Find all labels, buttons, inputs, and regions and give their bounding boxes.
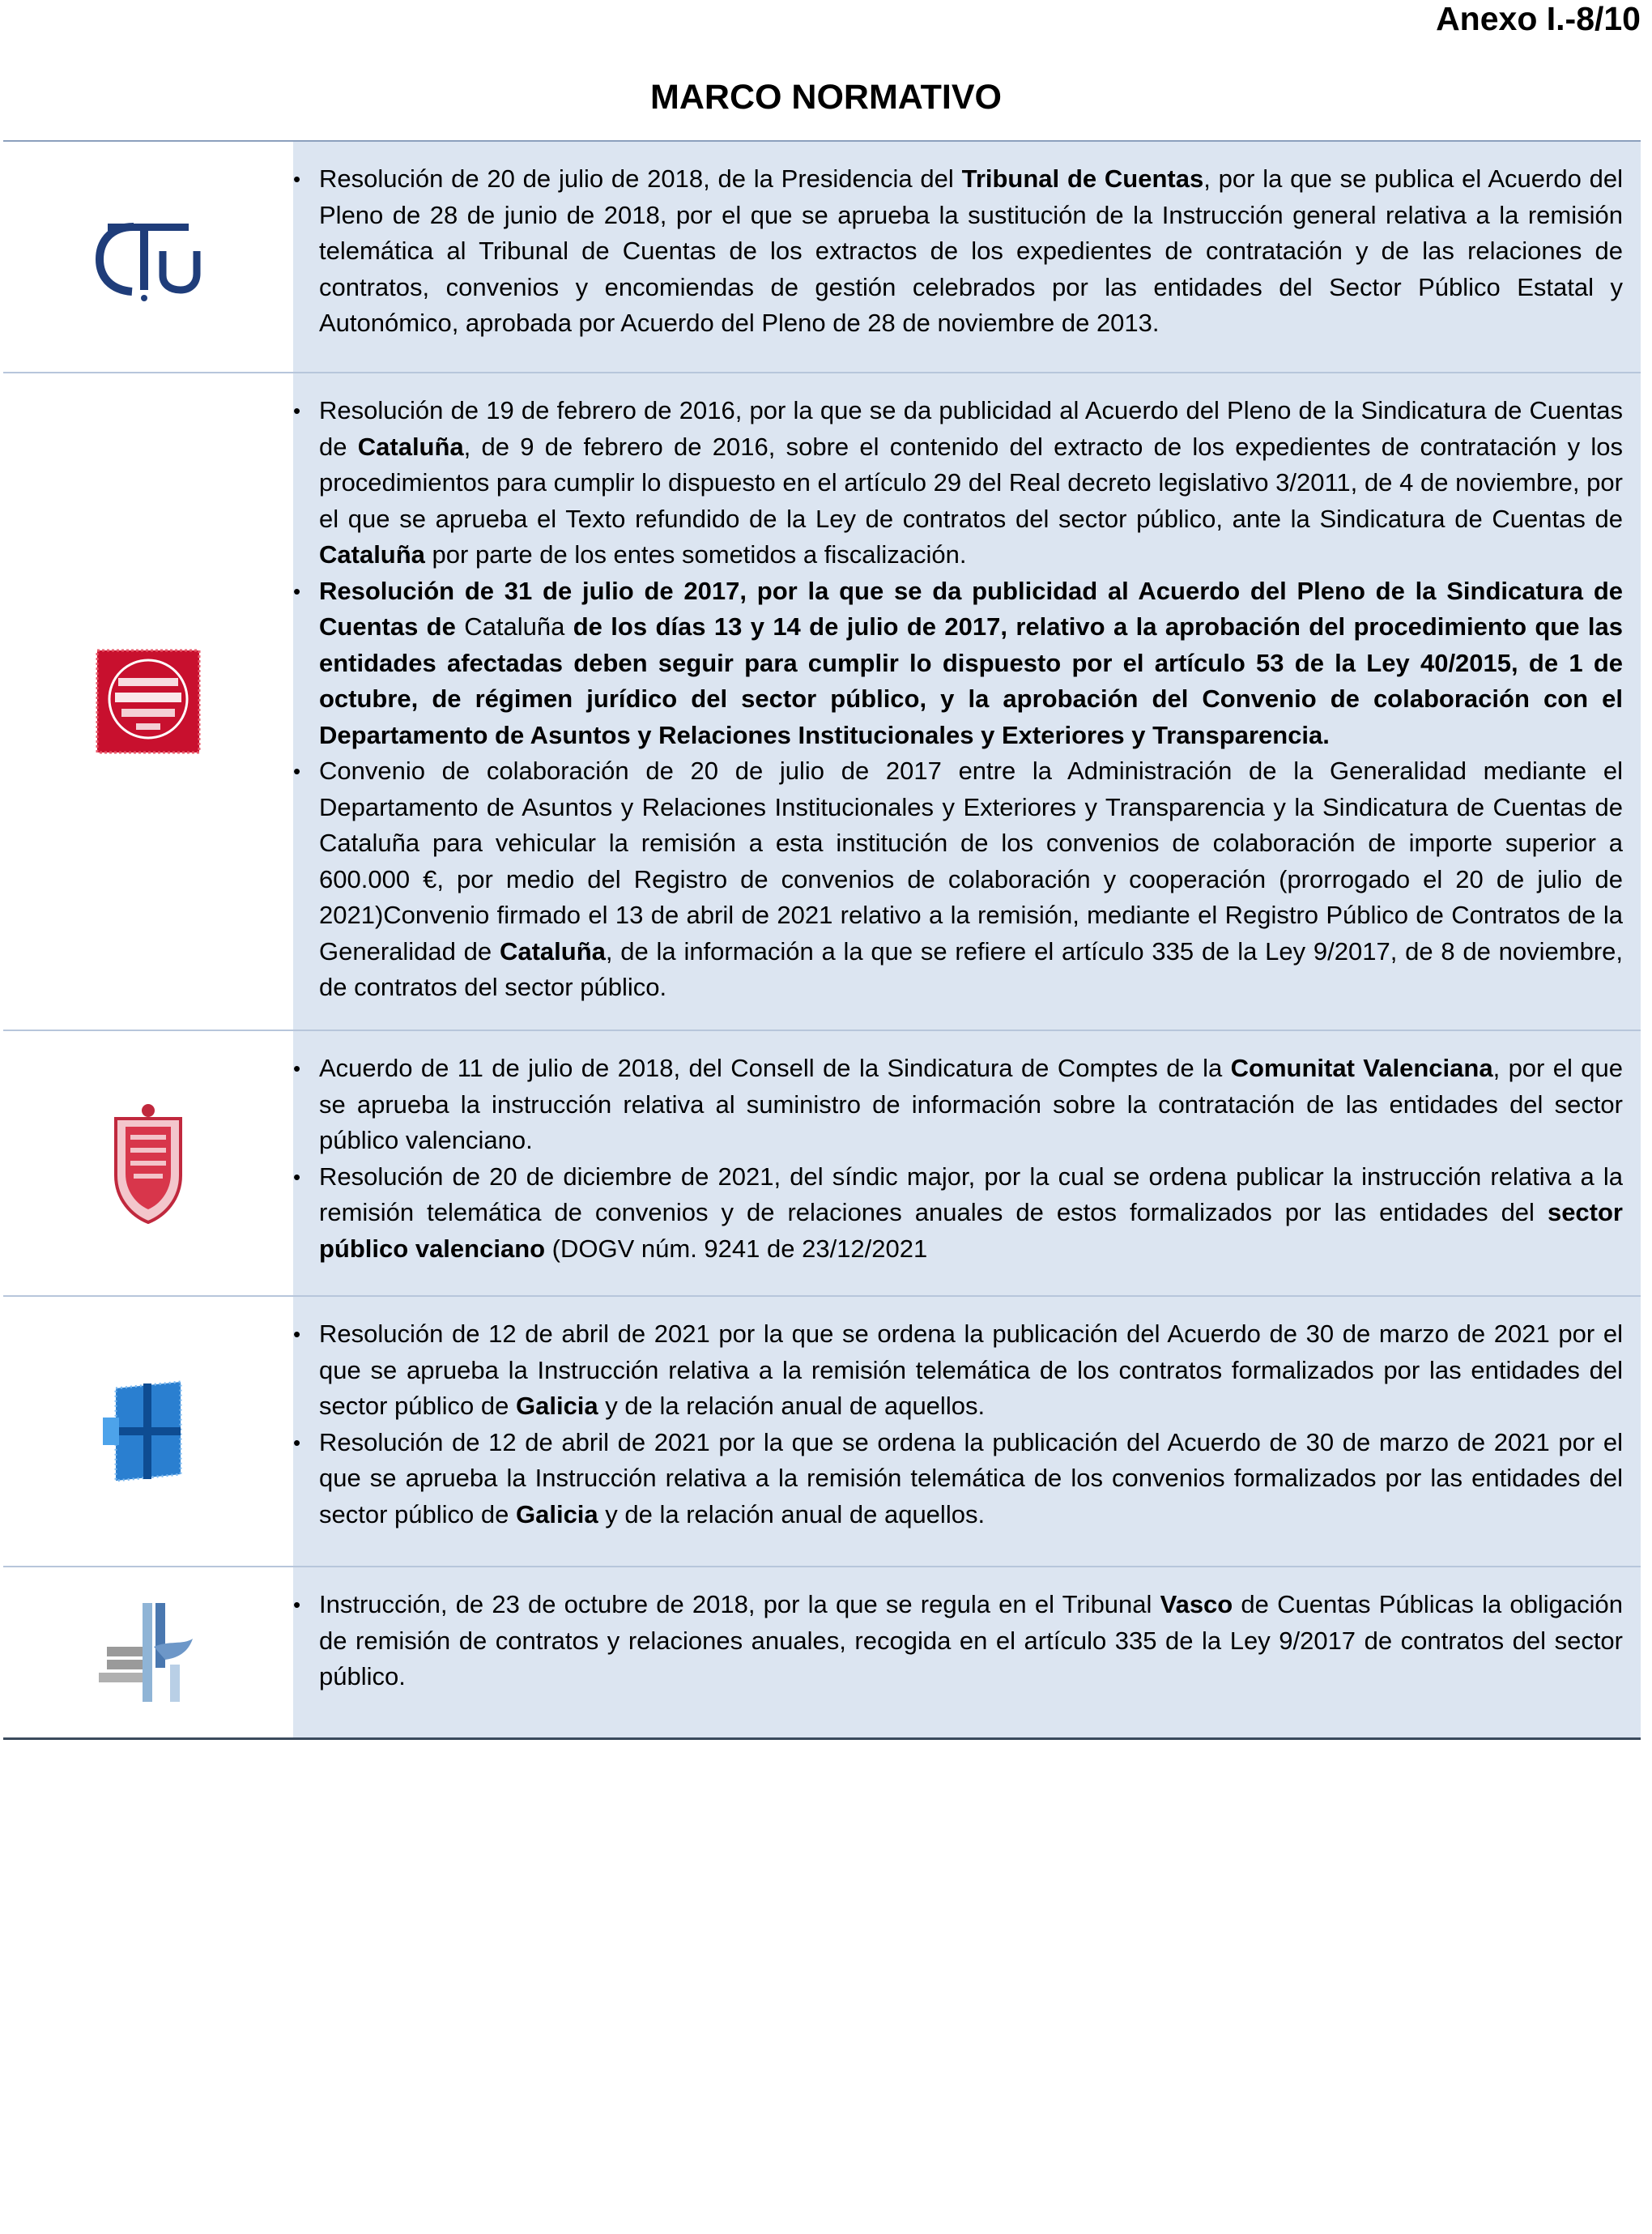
list-item: • Resolución de 12 de abril de 2021 por la que se ordena la publicación del Acuerdo de 30 de marzo de 2021 por el que se aprueba la Instrucción relativa a la remisión telemática de los contratos formalizados por las entidades del sector público de Galicia y de la relación anual de aquellos. [293,1316,1623,1425]
tribunal-vasco-cuentas-logo [96,1600,201,1705]
text-cell [293,1567,1641,1737]
logo-cell [3,1567,293,1737]
bullet-icon: • [293,1322,301,1346]
list-item: • Resolución de 12 de abril de 2021 por la que se ordena la publicación del Acuerdo de 30 de marzo de 2021 por el que se aprueba la Instrucción relativa a la remisión telemática de los convenios formalizados por las entidades del sector público de Galicia y de la relación anual de aquellos. [293,1425,1623,1533]
text-cell [293,373,1641,1030]
bullet-icon: • [293,167,301,191]
table-row [3,1295,1641,1566]
table-row [3,1566,1641,1740]
sindicatura-cataluna-logo [96,649,201,754]
sindicatura-comptes-valenciana-logo [109,1102,187,1224]
annex-page-label: Anexo I.-8/10 [1436,0,1641,37]
regulatory-table [3,140,1641,1740]
bullet-icon: • [293,399,301,423]
bullet-icon: • [293,578,301,603]
logo-cell [3,1031,293,1295]
table-row [3,140,1641,372]
list-item: • Resolución de 19 de febrero de 2016, por la que se da publicidad al Acuerdo del Pleno de la Sindicatura de Cuentas de Cataluña, de 9 de febrero de 2016, sobre el contenido del extracto de los expedientes de contratación y los procedimientos para cumplir lo dispuesto en el artículo 29 del Real decreto legislativo 3/2011, de 4 de noviembre, por el que se aprueba el Texto refundido de la Ley de contratos del sector público, ante la Sindicatura de Cuentas de Cataluña por parte de los entes sometidos a fiscalización. [293,393,1623,573]
table-row [3,1030,1641,1295]
list-item: • Resolución de 20 de julio de 2018, de la Presidencia del Tribunal de Cuentas, por la que se publica el Acuerdo del Pleno de 28 de junio de 2018, por el que se aprueba la sustitución de la Instrucción general relativa a la remisión telemática al Tribunal de Cuentas de los extractos de los expedientes de contratación y de las relaciones de contratos, convenios y encomiendas de gestión celebrados por las entidades del Sector Público Estatal y Autonómico, aprobada por Acuerdo del Pleno de 28 de noviembre de 2013. [293,161,1623,342]
text-cell [293,1297,1641,1566]
text-cell [293,1031,1641,1295]
list-item: • Instrucción, de 23 de octubre de 2018, por la que se regula en el Tribunal Vasco de Cuentas Públicas la obligación de remisión de contratos y relaciones anuales, recogida en el artículo 335 de la Ley 9/2017 de contratos del sector público. [293,1587,1623,1695]
list-item: • Acuerdo de 11 de julio de 2018, del Consell de la Sindicatura de Comptes de la Comunitat Valenciana, por el que se aprueba la instrucción relativa al suministro de información sobre la contratación de las entidades del sector público valenciano. [293,1051,1623,1159]
bullet-icon: • [293,1592,301,1617]
consello-de-contas-galicia-logo [100,1379,197,1484]
bullet-icon: • [293,1164,301,1189]
bullet-icon: • [293,1430,301,1455]
table-row [3,372,1641,1030]
bullet-icon: • [293,759,301,783]
bullet-icon: • [293,1056,301,1081]
logo-cell [3,373,293,1030]
logo-cell [3,142,293,372]
page-title: MARCO NORMATIVO [650,78,1002,117]
list-item: • Convenio de colaboración de 20 de julio de 2017 entre la Administración de la Generalidad mediante el Departamento de Asuntos y Relaciones Institucionales y Exteriores y Transparencia y la Sindicatura de Cuentas de Cataluña para vehicular la remisión a esta institución de los convenios de colaboración de importe superior a 600.000 €, por medio del Registro de convenios de colaboración y cooperación (prorrogado el 20 de julio de 2021)Convenio firmado el 13 de abril de 2021 relativo a la remisión, mediante el Registro Público de Contratos de la Generalidad de Cataluña, de la información a la que se refiere el artículo 335 de la Ley 9/2017, de 8 de noviembre, de contratos del sector público. [293,753,1623,1006]
logo-cell [3,1297,293,1566]
tribunal-de-cuentas-logo [92,212,205,301]
list-item: • Resolución de 31 de julio de 2017, por la que se da publicidad al Acuerdo del Pleno de la Sindicatura de Cuentas de Cataluña de los días 13 y 14 de julio de 2017, relativo a la aprobación del procedimiento que las entidades afectadas deben seguir para cumplir lo dispuesto por el artículo 53 de la Ley 40/2015, de 1 de octubre, de régimen jurídico del sector público, y la aprobación del Convenio de colaboración con el Departamento de Asuntos y Relaciones Institucionales y Exteriores y Transparencia. [293,573,1623,754]
list-item: • Resolución de 20 de diciembre de 2021, del síndic major, por la cual se ordena publicar la instrucción relativa a la remisión telemática de convenios y de relaciones anuales de estos formalizados por las entidades del sector público valenciano (DOGV núm. 9241 de 23/12/2021 [293,1159,1623,1268]
text-cell [293,142,1641,372]
